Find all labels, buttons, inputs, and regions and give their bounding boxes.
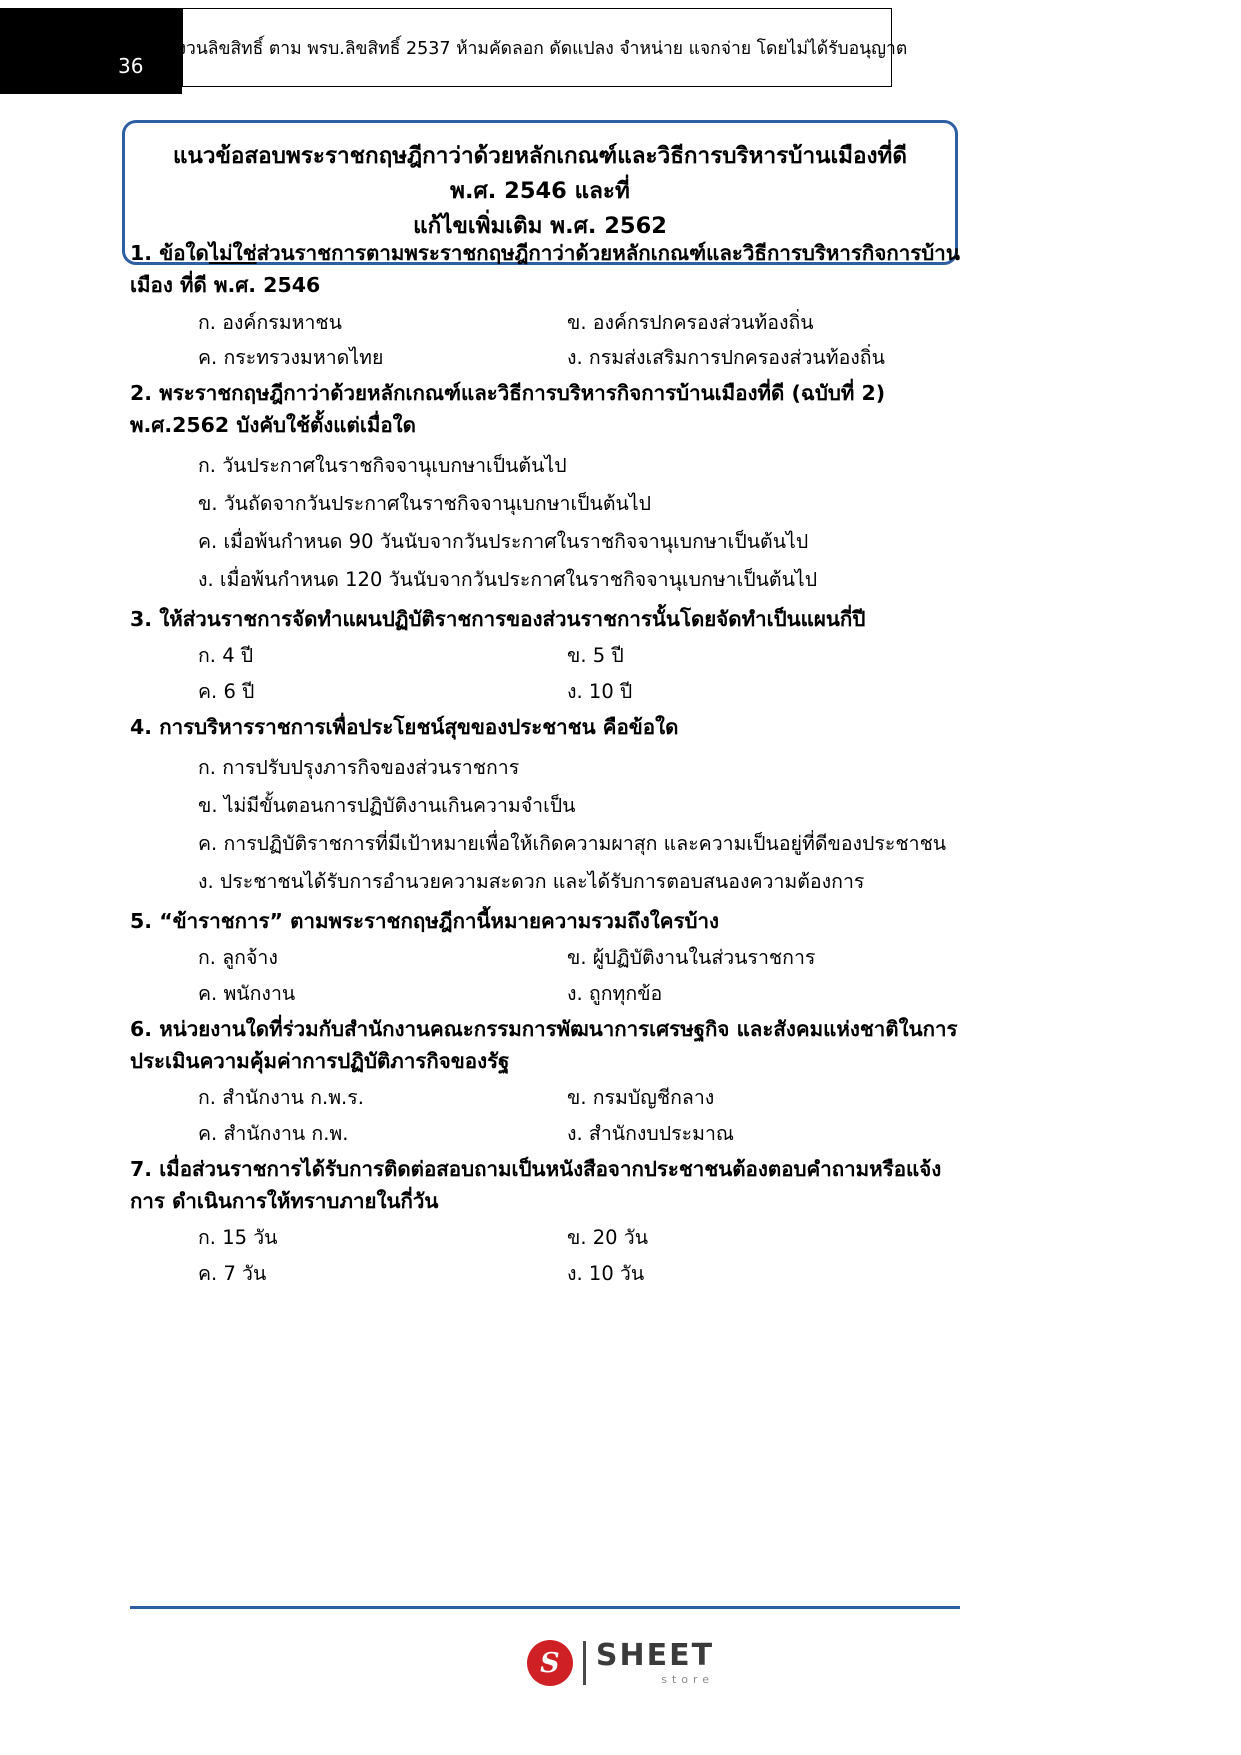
choice-2-a[interactable]: ก. วันประกาศในราชกิจจานุเบกษาเป็นต้นไป — [198, 453, 567, 477]
choice-row — [130, 943, 960, 972]
question-1-line-2: ที่ดี พ.ศ. 2546 — [179, 272, 321, 297]
question-7-line-2: ดำเนินการให้ทราบภายในกี่วัน — [172, 1188, 439, 1213]
choices-2 — [130, 451, 960, 595]
choice-row — [130, 1223, 960, 1252]
question-text-6 — [130, 1014, 960, 1078]
choice-1-a[interactable]: ก. องค์กรมหาชน — [198, 310, 342, 334]
question-block-2 — [130, 378, 960, 595]
question-text-5: 5. “ข้าราชการ” ตามพระราชกฤษฎีกานี้หมายความรวมถึงใครบ้าง — [130, 908, 720, 933]
choice-5-a[interactable]: ก. ลูกจ้าง — [198, 946, 278, 970]
choice-6-b[interactable]: ข. กรมบัญชีกลาง — [567, 1086, 715, 1110]
exam-title-line-2: แก้ไขเพิ่มเติม พ.ศ. 2562 — [413, 212, 667, 239]
choice-5-d[interactable]: ง. ถูกทุกข้อ — [567, 981, 663, 1005]
choice-row — [130, 308, 960, 337]
choice-row — [130, 979, 960, 1008]
footer-logo — [0, 1640, 1241, 1686]
choice-1-d[interactable]: ง. กรมส่งเสริมการปกครองส่วนท้องถิ่น — [567, 345, 885, 369]
choice-3-d[interactable]: ง. 10 ปี — [567, 679, 633, 703]
choice-6-d[interactable]: ง. สำนักงบประมาณ — [567, 1121, 735, 1145]
choice-4-c[interactable]: ค. การปฏิบัติราชการที่มีเป้าหมายเพื่อให้เกิดความผาสุก และความเป็นอยู่ที่ดีของประชาชน — [198, 832, 947, 856]
page-number: 36 — [118, 54, 144, 78]
header-black-block — [0, 8, 182, 94]
choice-1-b[interactable]: ข. องค์กรปกครองส่วนท้องถิ่น — [567, 310, 814, 334]
question-1-line-1: 1. ข้อใดไม่ใช่ส่วนราชการตามพระราชกฤษฎีกาว่าด้วยหลักเกณฑ์และวิธีการบริหารกิจการบ้านเมือง — [130, 241, 960, 297]
choice-row — [130, 677, 960, 706]
question-block-3 — [130, 604, 960, 706]
exam-title-line-1: แนวข้อสอบพระราชกฤษฎีกาว่าด้วยหลักเกณฑ์และวิธีการบริหารบ้านเมืองที่ดี พ.ศ. 2546 และที่ — [173, 143, 907, 204]
choices-5 — [130, 943, 960, 1008]
logo-store-text: store — [661, 1673, 715, 1686]
question-block-1 — [130, 238, 960, 372]
footer-divider — [130, 1606, 960, 1609]
choices-3 — [130, 641, 960, 706]
choices-1 — [130, 308, 960, 373]
copyright-box — [166, 8, 908, 87]
sheetstore-logo-icon: S — [527, 1640, 573, 1686]
question-2-line-1: 2. พระราชกฤษฎีกาว่าด้วยหลักเกณฑ์และวิธีการบริหารกิจการบ้านเมืองที่ดี (ฉบับที่ 2) พ.ศ.2562 — [130, 381, 886, 437]
question-6-line-1: 6. หน่วยงานใดที่ร่วมกับสำนักงานคณะกรรมการพัฒนาการเศรษฐกิจ และสังคมแห่งชาติในการ — [130, 1016, 958, 1041]
question-block-7 — [130, 1154, 960, 1288]
choice-7-b[interactable]: ข. 20 วัน — [567, 1226, 649, 1250]
choice-1-c[interactable]: ค. กระทรวงมหาดไทย — [198, 345, 384, 369]
question-7-line-1: 7. เมื่อส่วนราชการได้รับการติดต่อสอบถามเป็นหนังสือจากประชาชนต้องตอบคำถามหรือแจ้งการ — [130, 1156, 942, 1213]
choices-7 — [130, 1223, 960, 1288]
question-block-6 — [130, 1014, 960, 1148]
page-header — [0, 0, 1241, 100]
choice-6-c[interactable]: ค. สำนักงาน ก.พ. — [198, 1121, 349, 1145]
choices-4 — [130, 753, 960, 897]
choice-2-d[interactable]: ง. เมื่อพ้นกำหนด 120 วันนับจากวันประกาศในราชกิจจานุเบกษาเป็นต้นไป — [198, 568, 818, 592]
choice-3-a[interactable]: ก. 4 ปี — [198, 644, 254, 668]
choice-5-b[interactable]: ข. ผู้ปฏิบัติงานในส่วนราชการ — [567, 946, 816, 970]
choice-row — [130, 1259, 960, 1288]
question-2-line-2: บังคับใช้ตั้งแต่เมื่อใด — [236, 412, 416, 437]
question-text-4: 4. การบริหารราชการเพื่อประโยชน์สุขของประชาชน คือข้อใด — [130, 714, 679, 739]
question-text-7 — [130, 1154, 960, 1218]
choice-7-a[interactable]: ก. 15 วัน — [198, 1226, 278, 1250]
choice-3-c[interactable]: ค. 6 ปี — [198, 679, 255, 703]
logo-sheet-text: SHEET — [595, 1638, 715, 1673]
choice-4-d[interactable]: ง. ประชาชนได้รับการอำนวยความสะดวก และได้รับการตอบสนองความต้องการ — [198, 870, 865, 894]
question-text-2 — [130, 378, 960, 442]
question-block-4 — [130, 712, 960, 897]
choice-7-d[interactable]: ง. 10 วัน — [567, 1261, 645, 1285]
choice-4-a[interactable]: ก. การปรับปรุงภารกิจของส่วนราชการ — [198, 755, 520, 779]
question-text-1 — [130, 238, 960, 302]
copyright-notice: สงวนลิขสิทธิ์ ตาม พรบ.ลิขสิทธิ์ 2537 ห้ามคัดลอก ดัดแปลง จำหน่าย แจกจ่าย โดยไม่ได้รับอนุญาต — [166, 38, 908, 59]
questions-container — [130, 238, 960, 1294]
choice-7-c[interactable]: ค. 7 วัน — [198, 1261, 267, 1285]
choice-5-c[interactable]: ค. พนักงาน — [198, 981, 296, 1005]
question-block-5 — [130, 906, 960, 1008]
choice-2-b[interactable]: ข. วันถัดจากวันประกาศในราชกิจจานุเบกษาเป็นต้นไป — [198, 491, 652, 515]
choice-row — [130, 641, 960, 670]
choice-3-b[interactable]: ข. 5 ปี — [567, 644, 624, 668]
choice-2-c[interactable]: ค. เมื่อพ้นกำหนด 90 วันนับจากวันประกาศในราชกิจจานุเบกษาเป็นต้นไป — [198, 530, 809, 554]
choice-row — [130, 1119, 960, 1148]
question-6-line-2: ประเมินความคุ้มค่าการปฏิบัติภารกิจของรัฐ — [130, 1048, 510, 1073]
choice-4-b[interactable]: ข. ไม่มีขั้นตอนการปฏิบัติงานเกินความจำเป็น — [198, 793, 576, 817]
choice-row — [130, 1083, 960, 1112]
logo-separator — [583, 1641, 586, 1685]
question-text-3: 3. ให้ส่วนราชการจัดทำแผนปฏิบัติราชการของส่วนราชการนั้นโดยจัดทำเป็นแผนกี่ปี — [130, 606, 866, 631]
choice-6-a[interactable]: ก. สำนักงาน ก.พ.ร. — [198, 1086, 364, 1110]
logo-wordmark — [595, 1638, 715, 1686]
choice-row — [130, 343, 960, 372]
choices-6 — [130, 1083, 960, 1148]
